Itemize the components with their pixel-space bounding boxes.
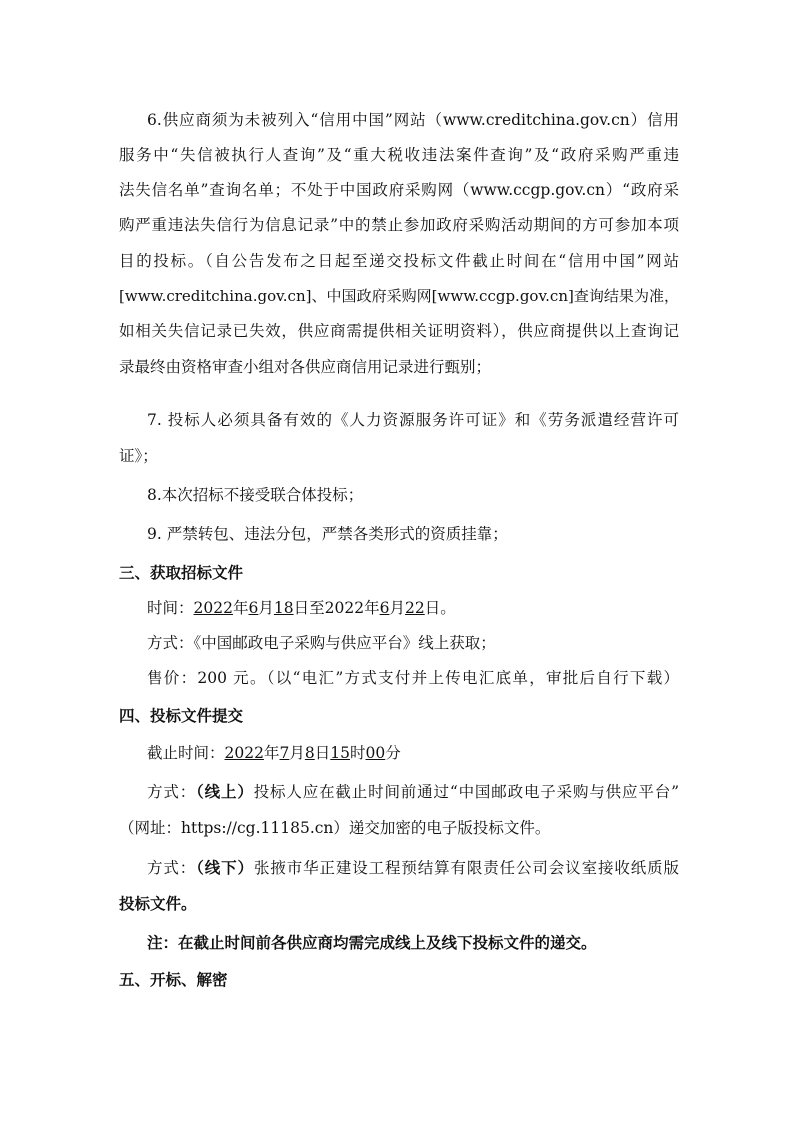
deadline-nian: 年 [263,744,280,762]
section4-note: 注：在截止时间前各供应商均需完成线上及线下投标文件的递交。 [147,933,597,952]
section4-heading: 四、投标文件提交 [119,706,244,725]
para6-line-3: 法失信名单”查询名单；不处于中国政府采购网（www.ccgp.gov.cn）“政府采 [119,181,679,199]
deadline-day: 8 [304,744,315,762]
time-nian-1: 年 [232,599,249,617]
time-ri-zhi: 日至 [293,599,325,617]
section4-offline-line-1 [147,858,679,878]
time-start-year: 2022 [193,599,233,617]
para6-line-4: 购严重违法失信行为信息记录”中的禁止参加政府采购活动期间的方可参加本项 [119,216,679,234]
para7-line-1: 7. 投标人必须具备有效的《人力资源服务许可证》和《劳务派遣经营许可 [147,411,679,429]
offline-tag: （线下） [196,858,254,877]
section3-heading: 三、获取招标文件 [119,563,244,582]
offline-prefix: 方式： [147,859,197,877]
deadline-shi: 时 [350,744,366,762]
deadline-yue: 月 [289,744,305,762]
section4-deadline [147,743,679,763]
offline-rest: 张掖市华正建设工程预结算有限责任公司会议室接收纸质版 [253,859,679,877]
para6-line-6: [www.creditchina.gov.cn]、中国政府采购网[www.ccgp.gov.cn]查询结果为准， [119,287,679,305]
deadline-fen: 分 [385,744,401,762]
para6-line-8: 录最终由资格审查小组对各供应商信用记录进行甄别； [119,358,492,376]
time-end-month: 6 [379,599,390,617]
section4-online-line-2: （网址：https://cg.11185.cn）递交加密的电子版投标文件。 [119,819,551,837]
para9: 9. 严禁转包、违法分包，严禁各类形式的资质挂靠； [147,525,508,543]
deadline-year: 2022 [224,744,264,762]
time-nian-2: 年 [364,599,380,617]
para6-line-2: 服务中“失信被执行人查询”及“重大税收违法案件查询”及“政府采购严重违 [119,146,679,164]
para7-line-2: 证》； [119,447,158,465]
online-prefix: 方式： [147,783,197,801]
time-yue-2: 月 [389,599,405,617]
para6-line-7: 如相关失信记录已失效，供应商需提供相关证明资料），供应商提供以上查询记 [119,322,679,340]
time-yue-1: 月 [258,599,274,617]
time-end-day: 22 [404,599,425,617]
para6-line-5: 目的投标。（自公告发布之日起至递交投标文件截止时间在“信用中国”网站 [119,252,679,270]
section3-time [147,598,679,618]
time-start-month: 6 [248,599,259,617]
deadline-minute: 00 [365,744,386,762]
section5-heading: 五、开标、解密 [119,970,228,989]
time-start-day: 18 [273,599,294,617]
deadline-month: 7 [279,744,290,762]
time-end-year: 2022 [324,599,365,617]
section4-online-line-1 [147,782,679,802]
section3-method: 方式：《中国邮政电子采购与供应平台》线上获取； [147,634,496,652]
time-label: 时间： [147,599,194,617]
section3-price: 售价：200 元。（以“电汇”方式支付并上传电汇底单，审批后自行下载） [147,669,679,687]
para8: 8.本次招标不接受联合体投标； [147,486,364,504]
online-tag: （线上） [196,782,254,801]
para6-line-1: 6.供应商须为未被列入“信用中国”网站（www.creditchina.gov.cn）信用 [147,111,679,129]
section4-offline-line-2: 投标文件。 [119,894,197,913]
deadline-hour: 15 [330,744,350,762]
deadline-ri: 日 [314,744,331,762]
online-rest: 投标人应在截止时间前通过“中国邮政电子采购与供应平台” [253,783,679,801]
deadline-label: 截止时间： [147,744,225,762]
time-ri-end: 日。 [424,599,456,617]
